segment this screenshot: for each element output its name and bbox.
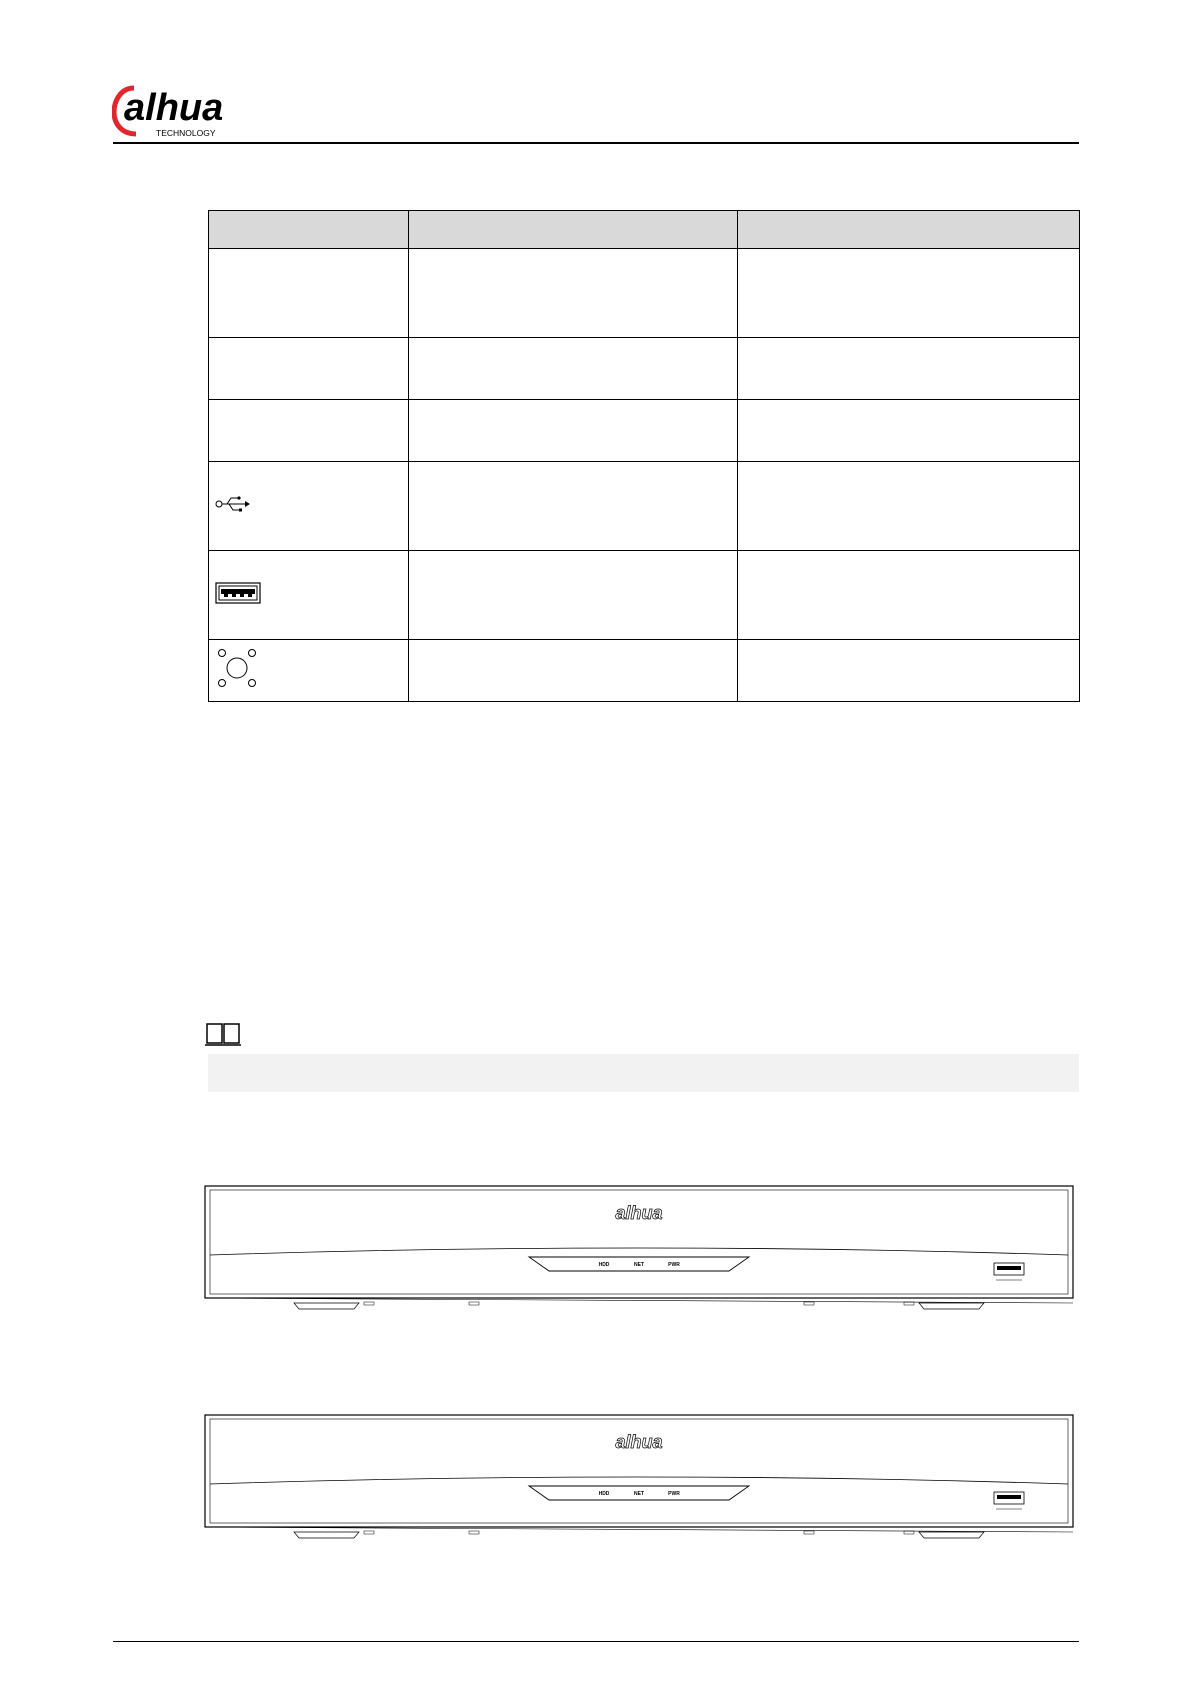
ir-receiver-icon [215,646,259,690]
table-cell [409,462,738,551]
svg-text:TECHNOLOGY: TECHNOLOGY [156,128,216,138]
table-header-cell [409,211,738,249]
usb-port-icon [215,581,261,605]
book-note-icon [205,1021,241,1047]
table-row [209,551,1080,640]
footer-divider [113,1641,1079,1642]
table-row [209,338,1080,400]
pwr-indicator-label: PWR [668,1491,680,1497]
svg-text:alhua: alhua [124,87,224,129]
table-cell [409,551,738,640]
table-row [209,249,1080,338]
hdd-indicator-label: HDD [598,1262,610,1268]
table-header-cell [209,211,409,249]
table-header-cell [738,211,1080,249]
table-row [209,400,1080,462]
device-front-panel [204,1185,1074,1315]
note-box [208,1054,1079,1092]
table-cell [209,249,409,338]
net-indicator-label: NET [634,1262,644,1268]
ports-table [208,210,1080,702]
table-header-row [209,211,1080,249]
table-cell [209,551,409,640]
net-indicator-label: NET [634,1491,644,1497]
device-logo: alhua [615,1432,663,1452]
table-cell [409,400,738,462]
hdd-indicator-label: HDD [598,1491,610,1497]
pwr-indicator-label: PWR [668,1262,680,1268]
table-cell [738,249,1080,338]
table-cell [409,249,738,338]
dahua-logo [112,82,272,140]
table-cell [738,338,1080,400]
table-cell [738,400,1080,462]
table-row [209,462,1080,551]
table-cell [409,338,738,400]
table-cell [209,462,409,551]
table-cell [209,640,409,702]
header-divider [113,142,1079,144]
table-cell [209,338,409,400]
table-cell [738,640,1080,702]
device-front-panel [204,1414,1074,1544]
table-cell [209,400,409,462]
table-cell [409,640,738,702]
device-logo: alhua [615,1203,663,1223]
usb-symbol-icon [215,494,251,514]
table-cell [738,551,1080,640]
table-row [209,640,1080,702]
table-cell [738,462,1080,551]
